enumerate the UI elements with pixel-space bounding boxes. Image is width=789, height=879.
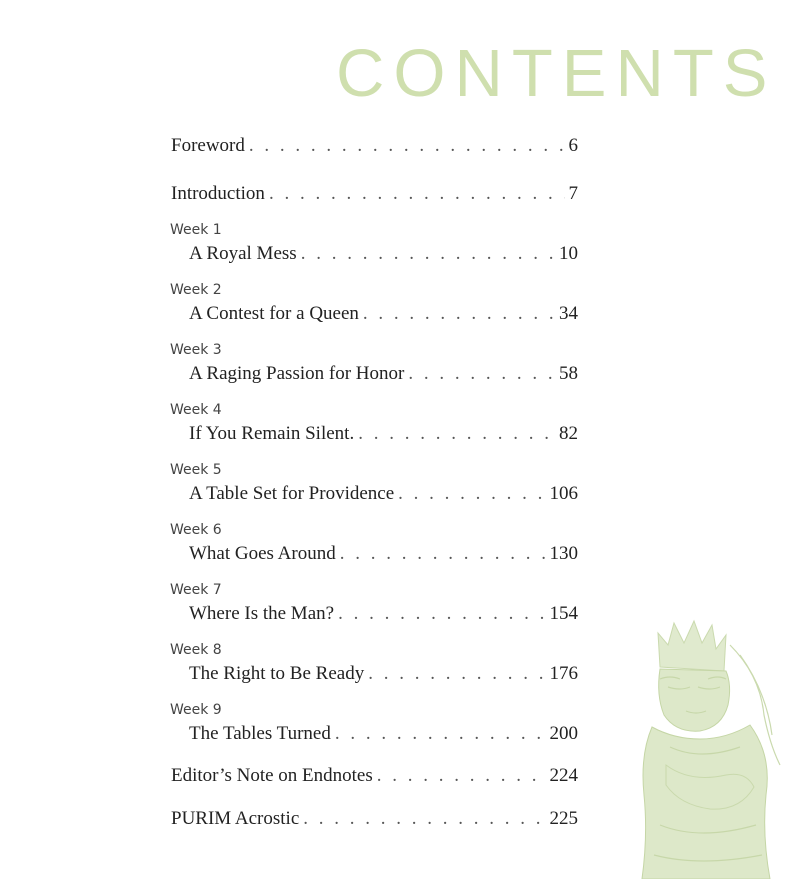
toc-entry-week-7[interactable] [189, 602, 578, 626]
toc-entry-week-3[interactable] [189, 362, 578, 386]
week-label: Week 5 [170, 462, 222, 478]
toc-entry-title: A Royal Mess [189, 243, 297, 264]
toc-entry-title: Foreword [171, 135, 245, 156]
dot-leader [398, 482, 545, 506]
dot-leader [368, 662, 545, 686]
toc-entry-title: The Tables Turned [189, 723, 331, 744]
toc-entry-title: The Right to Be Ready [189, 663, 365, 684]
dot-leader [358, 422, 555, 446]
dot-leader [249, 134, 565, 158]
toc-page-number: 225 [549, 808, 578, 829]
toc-entry-week-2[interactable] [189, 302, 578, 326]
dot-leader [340, 542, 546, 566]
toc-entry-title: What Goes Around [189, 543, 336, 564]
toc-entry-week-1[interactable] [189, 242, 578, 266]
toc-entry-title: Editor’s Note on Endnotes [171, 765, 373, 786]
toc-entry-week-4[interactable] [189, 422, 578, 446]
toc-page-number: 10 [559, 243, 578, 264]
week-label: Week 9 [170, 702, 222, 718]
toc-page-number: 224 [549, 765, 578, 786]
dot-leader [408, 362, 555, 386]
toc-entry-title: If You Remain Silent. [189, 423, 355, 444]
week-label: Week 4 [170, 402, 222, 418]
week-label: Week 2 [170, 282, 222, 298]
toc-entry-week-6[interactable] [189, 542, 578, 566]
week-label: Week 7 [170, 582, 222, 598]
dot-leader [303, 807, 545, 831]
toc-page-number: 176 [549, 663, 578, 684]
dot-leader [363, 302, 555, 326]
toc-entry-title: Introduction [171, 183, 265, 204]
week-label: Week 3 [170, 342, 222, 358]
dot-leader [301, 242, 555, 266]
week-label: Week 8 [170, 642, 222, 658]
week-label: Week 1 [170, 222, 222, 238]
toc-entry-editors-note[interactable] [171, 764, 578, 788]
toc-entry-week-8[interactable] [189, 662, 578, 686]
toc-page-number: 7 [568, 183, 578, 204]
toc-entry-week-5[interactable] [189, 482, 578, 506]
week-label: Week 6 [170, 522, 222, 538]
toc-entry-title: A Table Set for Providence [189, 483, 395, 504]
dot-leader [338, 602, 545, 626]
toc-entry-title: PURIM Acrostic [171, 808, 300, 829]
toc-page-number: 130 [549, 543, 578, 564]
toc-page-number: 6 [568, 135, 578, 156]
dot-leader [269, 182, 565, 206]
toc-page-number: 34 [559, 303, 578, 324]
toc-entry-week-9[interactable] [189, 722, 578, 746]
dot-leader [335, 722, 546, 746]
toc-entry-title: Where Is the Man? [189, 603, 335, 624]
toc-entry-purim-acrostic[interactable] [171, 807, 578, 831]
queen-statue-illustration [630, 615, 789, 879]
dot-leader [377, 764, 546, 788]
toc-entry-title: A Contest for a Queen [189, 303, 359, 324]
toc-page-number: 82 [559, 423, 578, 444]
toc-entry-title: A Raging Passion for Honor [189, 363, 405, 384]
toc-page-number: 58 [559, 363, 578, 384]
toc-entry-foreword[interactable] [171, 134, 578, 158]
toc-page-number: 154 [549, 603, 578, 624]
toc-page-number: 106 [549, 483, 578, 504]
page-title: CONTENTS [336, 36, 777, 111]
toc-entry-introduction[interactable] [171, 182, 578, 206]
toc-page-number: 200 [549, 723, 578, 744]
